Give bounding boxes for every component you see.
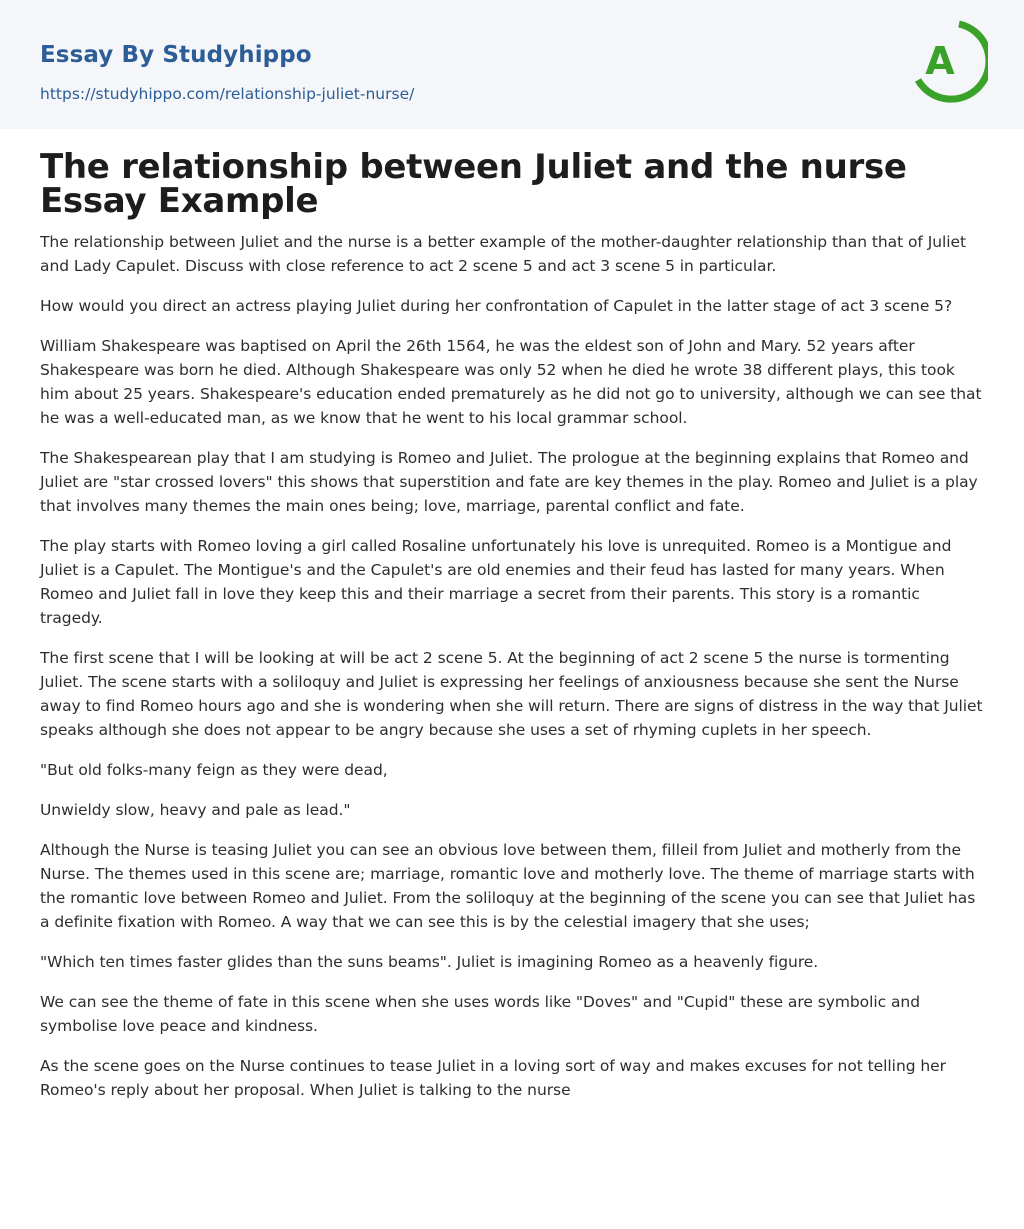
article-paragraph: How would you direct an actress playing Juliet during her confrontation of Capulet in the latter stage of act 3 scene 5?	[40, 297, 953, 315]
logo-letter: A	[925, 39, 955, 83]
article-paragraph: William Shakespeare was baptised on April the 26th 1564, he was the eldest son of John and Mary. 52 years after Shakespeare was born he died. Although Shakespeare was only 52 when he died he wrote 38 different plays, this took him about 25 years. Shakespeare's education ended prematurely as he did not go to university, although we can see that he was a well-educated man, as we know that he went to his local grammar school.	[40, 337, 982, 427]
article-paragraph: "Which ten times faster glides than the suns beams". Juliet is imagining Romeo as a heavenly figure.	[40, 953, 819, 971]
article-paragraph: We can see the theme of fate in this scene when she uses words like "Doves" and "Cupid" these are symbolic and symbolise love peace and kindness.	[40, 993, 920, 1035]
page-url-link[interactable]: https://studyhippo.com/relationship-juliet-nurse/	[40, 85, 415, 103]
article-paragraph: The play starts with Romeo loving a girl called Rosaline unfortunately his love is unrequited. Romeo is a Montigue and Juliet is a Capulet. The Montigue's and the Capulet's are old enemies and their feud has lasted for many years. When Romeo and Juliet fall in love they keep this and their marriage a secret from their parents. This story is a romantic tragedy.	[40, 537, 952, 627]
article-body	[40, 230, 984, 1102]
article-title: The relationship between Juliet and the nurse Essay Example	[40, 147, 907, 221]
article-paragraph: The relationship between Juliet and the nurse is a better example of the mother-daughter relationship than that of Juliet and Lady Capulet. Discuss with close reference to act 2 scene 5 and act 3 scene 5 in particular.	[40, 233, 967, 275]
article-paragraph: The first scene that I will be looking at will be act 2 scene 5. At the beginning of act 2 scene 5 the nurse is tormenting Juliet. The scene starts with a soliloquy and Juliet is expressing her feelings of anxiousness because she sent the Nurse away to find Romeo hours ago and she is wondering when she will return. There are signs of distress in the way that Juliet speaks although she does not appear to be angry because she uses a set of rhyming cuplets in her speech.	[40, 649, 983, 739]
article-paragraph: The Shakespearean play that I am studying is Romeo and Juliet. The prologue at the beginning explains that Romeo and Juliet are "star crossed lovers" this shows that superstition and fate are key themes in the play. Romeo and Juliet is a play that involves many themes the main ones being; love, marriage, parental conflict and fate.	[40, 449, 978, 515]
site-brand[interactable]: Essay By Studyhippo	[40, 42, 312, 68]
quote-line: "But old folks-many feign as they were dead,	[40, 761, 388, 779]
quote-line: Unwieldy slow, heavy and pale as lead."	[40, 801, 351, 819]
article-paragraph: As the scene goes on the Nurse continues to tease Juliet in a loving sort of way and makes excuses for not telling her Romeo's reply about her proposal. When Juliet is talking to the nurse	[40, 1057, 946, 1099]
article-paragraph: Although the Nurse is teasing Juliet you can see an obvious love between them, filleil from Juliet and motherly from the Nurse. The themes used in this scene are; marriage, romantic love and motherly love. The theme of marriage starts with the romantic love between Romeo and Juliet. From the soliloquy at the beginning of the scene you can see that Juliet has a definite fixation with Romeo. A way that we can see this is by the celestial imagery that she uses;	[40, 841, 976, 931]
